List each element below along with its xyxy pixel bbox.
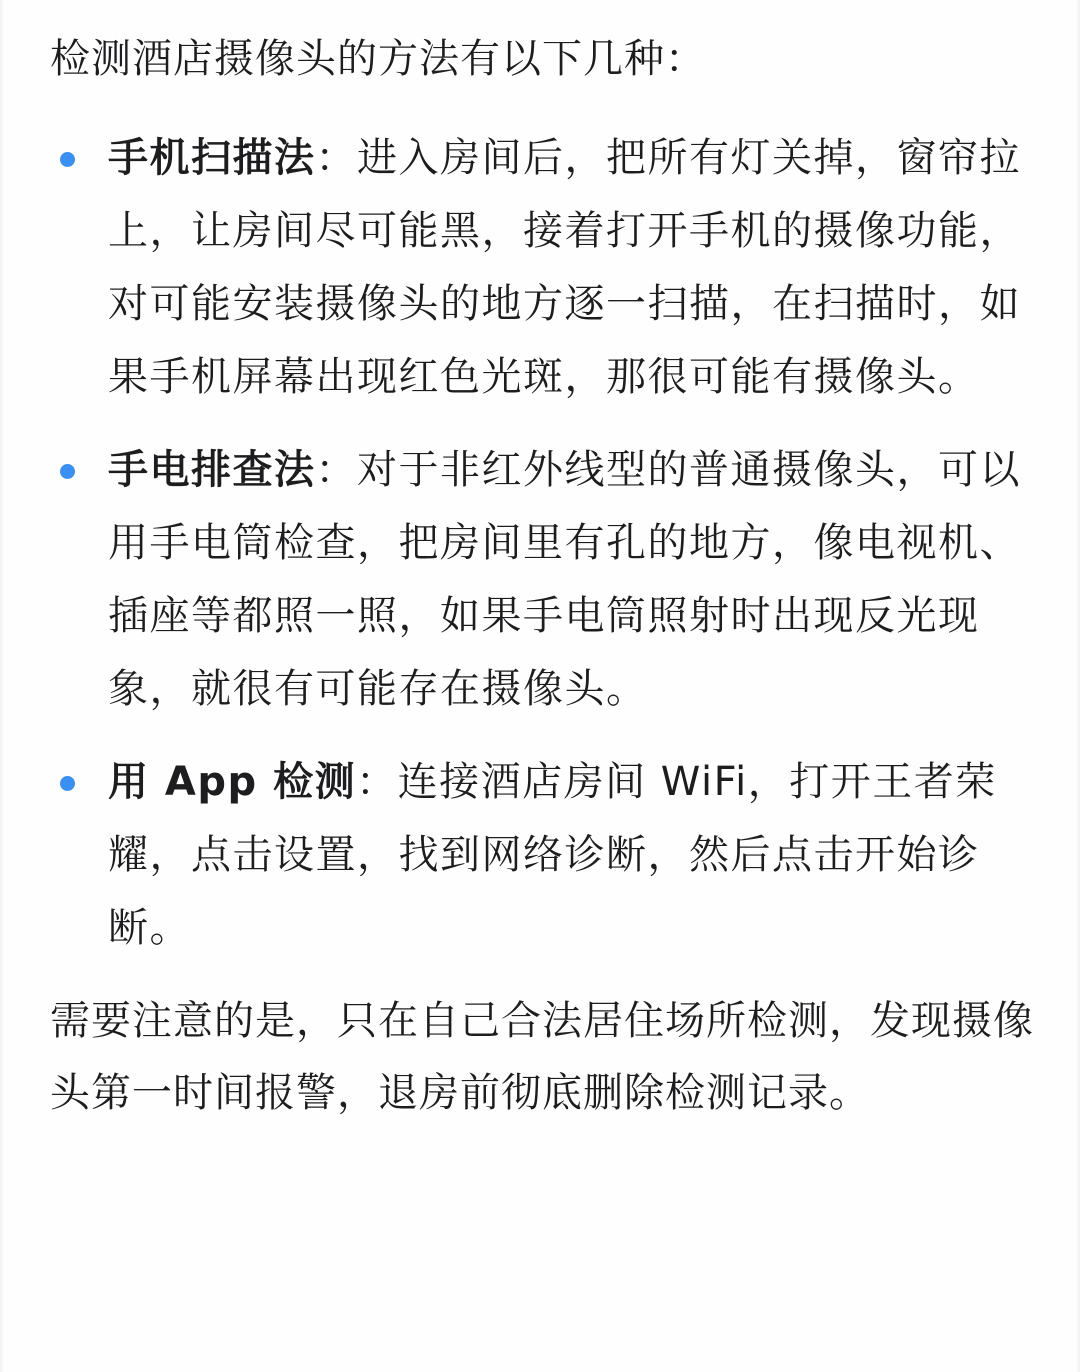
method-text: 对于非红外线型的普通摄像头，可以用手电筒检查，把房间里有孔的地方，像电视机、插座等都照一照，如果手电筒照射时出现反光现象，就很有可能存在摄像头。 [108, 447, 1021, 712]
bullet-dot-icon [60, 464, 75, 479]
method-title: 手电排查法 [108, 447, 316, 493]
intro-text: 检测酒店摄像头的方法有以下几种： [50, 36, 706, 82]
method-separator: ： [315, 135, 357, 181]
note-text: 需要注意的是，只在自己合法居住场所检测，发现摄像头第一时间报警，退房前彻底删除检测记录。 [50, 998, 1034, 1116]
method-text: 连接酒店房间 WiFi，打开王者荣耀，点击设置，找到网络诊断，然后点击开始诊断。 [108, 759, 997, 951]
method-separator: ： [356, 759, 398, 805]
method-title: 用 App 检测 [108, 759, 357, 805]
bullet-dot-icon [60, 776, 75, 791]
method-list [50, 122, 1034, 965]
list-item-flashlight [50, 434, 1034, 726]
method-text: 进入房间后，把所有灯关掉，窗帘拉上，让房间尽可能黑，接着打开手机的摄像功能，对可能安装摄像头的地方逐一扫描，在扫描时，如果手机屏幕出现红色光斑，那很可能有摄像头。 [108, 135, 1021, 400]
list-item-phone-scan [50, 122, 1034, 414]
list-item-app-detect [50, 746, 1034, 965]
method-separator: ： [315, 447, 357, 493]
method-title: 手机扫描法 [108, 135, 316, 181]
bullet-dot-icon [60, 152, 75, 167]
